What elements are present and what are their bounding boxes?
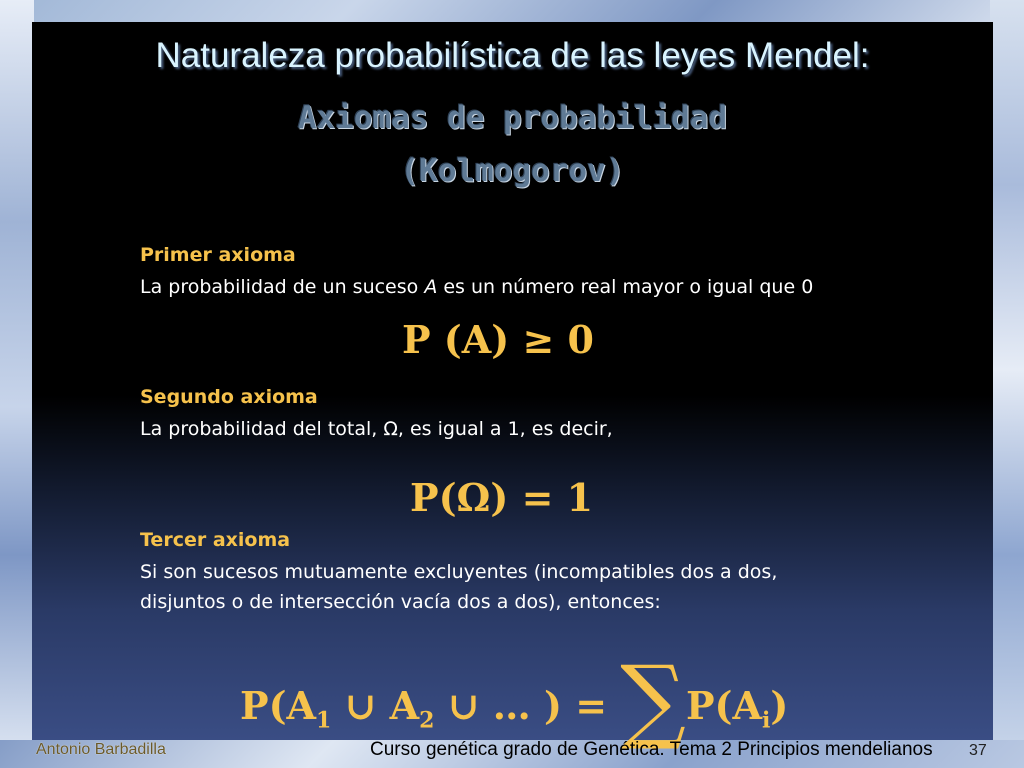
formula-sub-1: 1 bbox=[316, 707, 332, 734]
first-axiom-heading: Primer axioma bbox=[140, 244, 296, 266]
second-axiom-formula: P(Ω) = 1 bbox=[410, 475, 594, 520]
background-right-strip bbox=[990, 0, 1024, 740]
first-axiom-text-post: es un número real mayor o igual que 0 bbox=[437, 276, 814, 298]
first-axiom-text-pre: La probabilidad de un suceso bbox=[140, 276, 425, 298]
first-axiom-text bbox=[140, 276, 813, 298]
subtitle-line-2: (Kolmogorov) bbox=[400, 153, 625, 189]
first-axiom-formula: P (A) ≥ 0 bbox=[402, 317, 594, 362]
footer-course: Curso genética grado de Genética. Tema 2 Principios mendelianos bbox=[370, 739, 933, 760]
formula-sub-i: i bbox=[762, 707, 771, 734]
second-axiom-heading: Segundo axioma bbox=[140, 386, 318, 408]
footer-author: Antonio Barbadilla bbox=[36, 741, 166, 758]
third-axiom-heading: Tercer axioma bbox=[140, 529, 291, 551]
background-left-strip bbox=[0, 0, 34, 740]
third-axiom-text-line-1: Si son sucesos mutuamente excluyentes (incompatibles dos a dos, bbox=[140, 561, 778, 583]
formula-close: ) bbox=[770, 683, 789, 728]
formula-sub-2: 2 bbox=[419, 707, 435, 734]
formula-right: P(A bbox=[685, 683, 763, 728]
formula-union-2: ∪ … ) = bbox=[434, 683, 621, 728]
third-axiom-formula bbox=[240, 634, 789, 753]
first-axiom-variable: A bbox=[424, 276, 438, 298]
second-axiom-text: La probabilidad del total, Ω, es igual a 1, es decir, bbox=[140, 418, 613, 440]
slide-title: Naturaleza probabilística de las leyes Mendel: bbox=[155, 36, 870, 75]
page-number: 37 bbox=[969, 742, 987, 759]
formula-union-1: ∪ A bbox=[331, 683, 420, 728]
third-axiom-text-line-2: disjuntos o de intersección vacía dos a dos), entonces: bbox=[140, 591, 661, 613]
slide-subtitle bbox=[32, 92, 993, 198]
subtitle-line-1: Axiomas de probabilidad bbox=[297, 100, 728, 136]
formula-left: P(A bbox=[240, 683, 317, 728]
sum-symbol: ∑ bbox=[620, 646, 686, 753]
